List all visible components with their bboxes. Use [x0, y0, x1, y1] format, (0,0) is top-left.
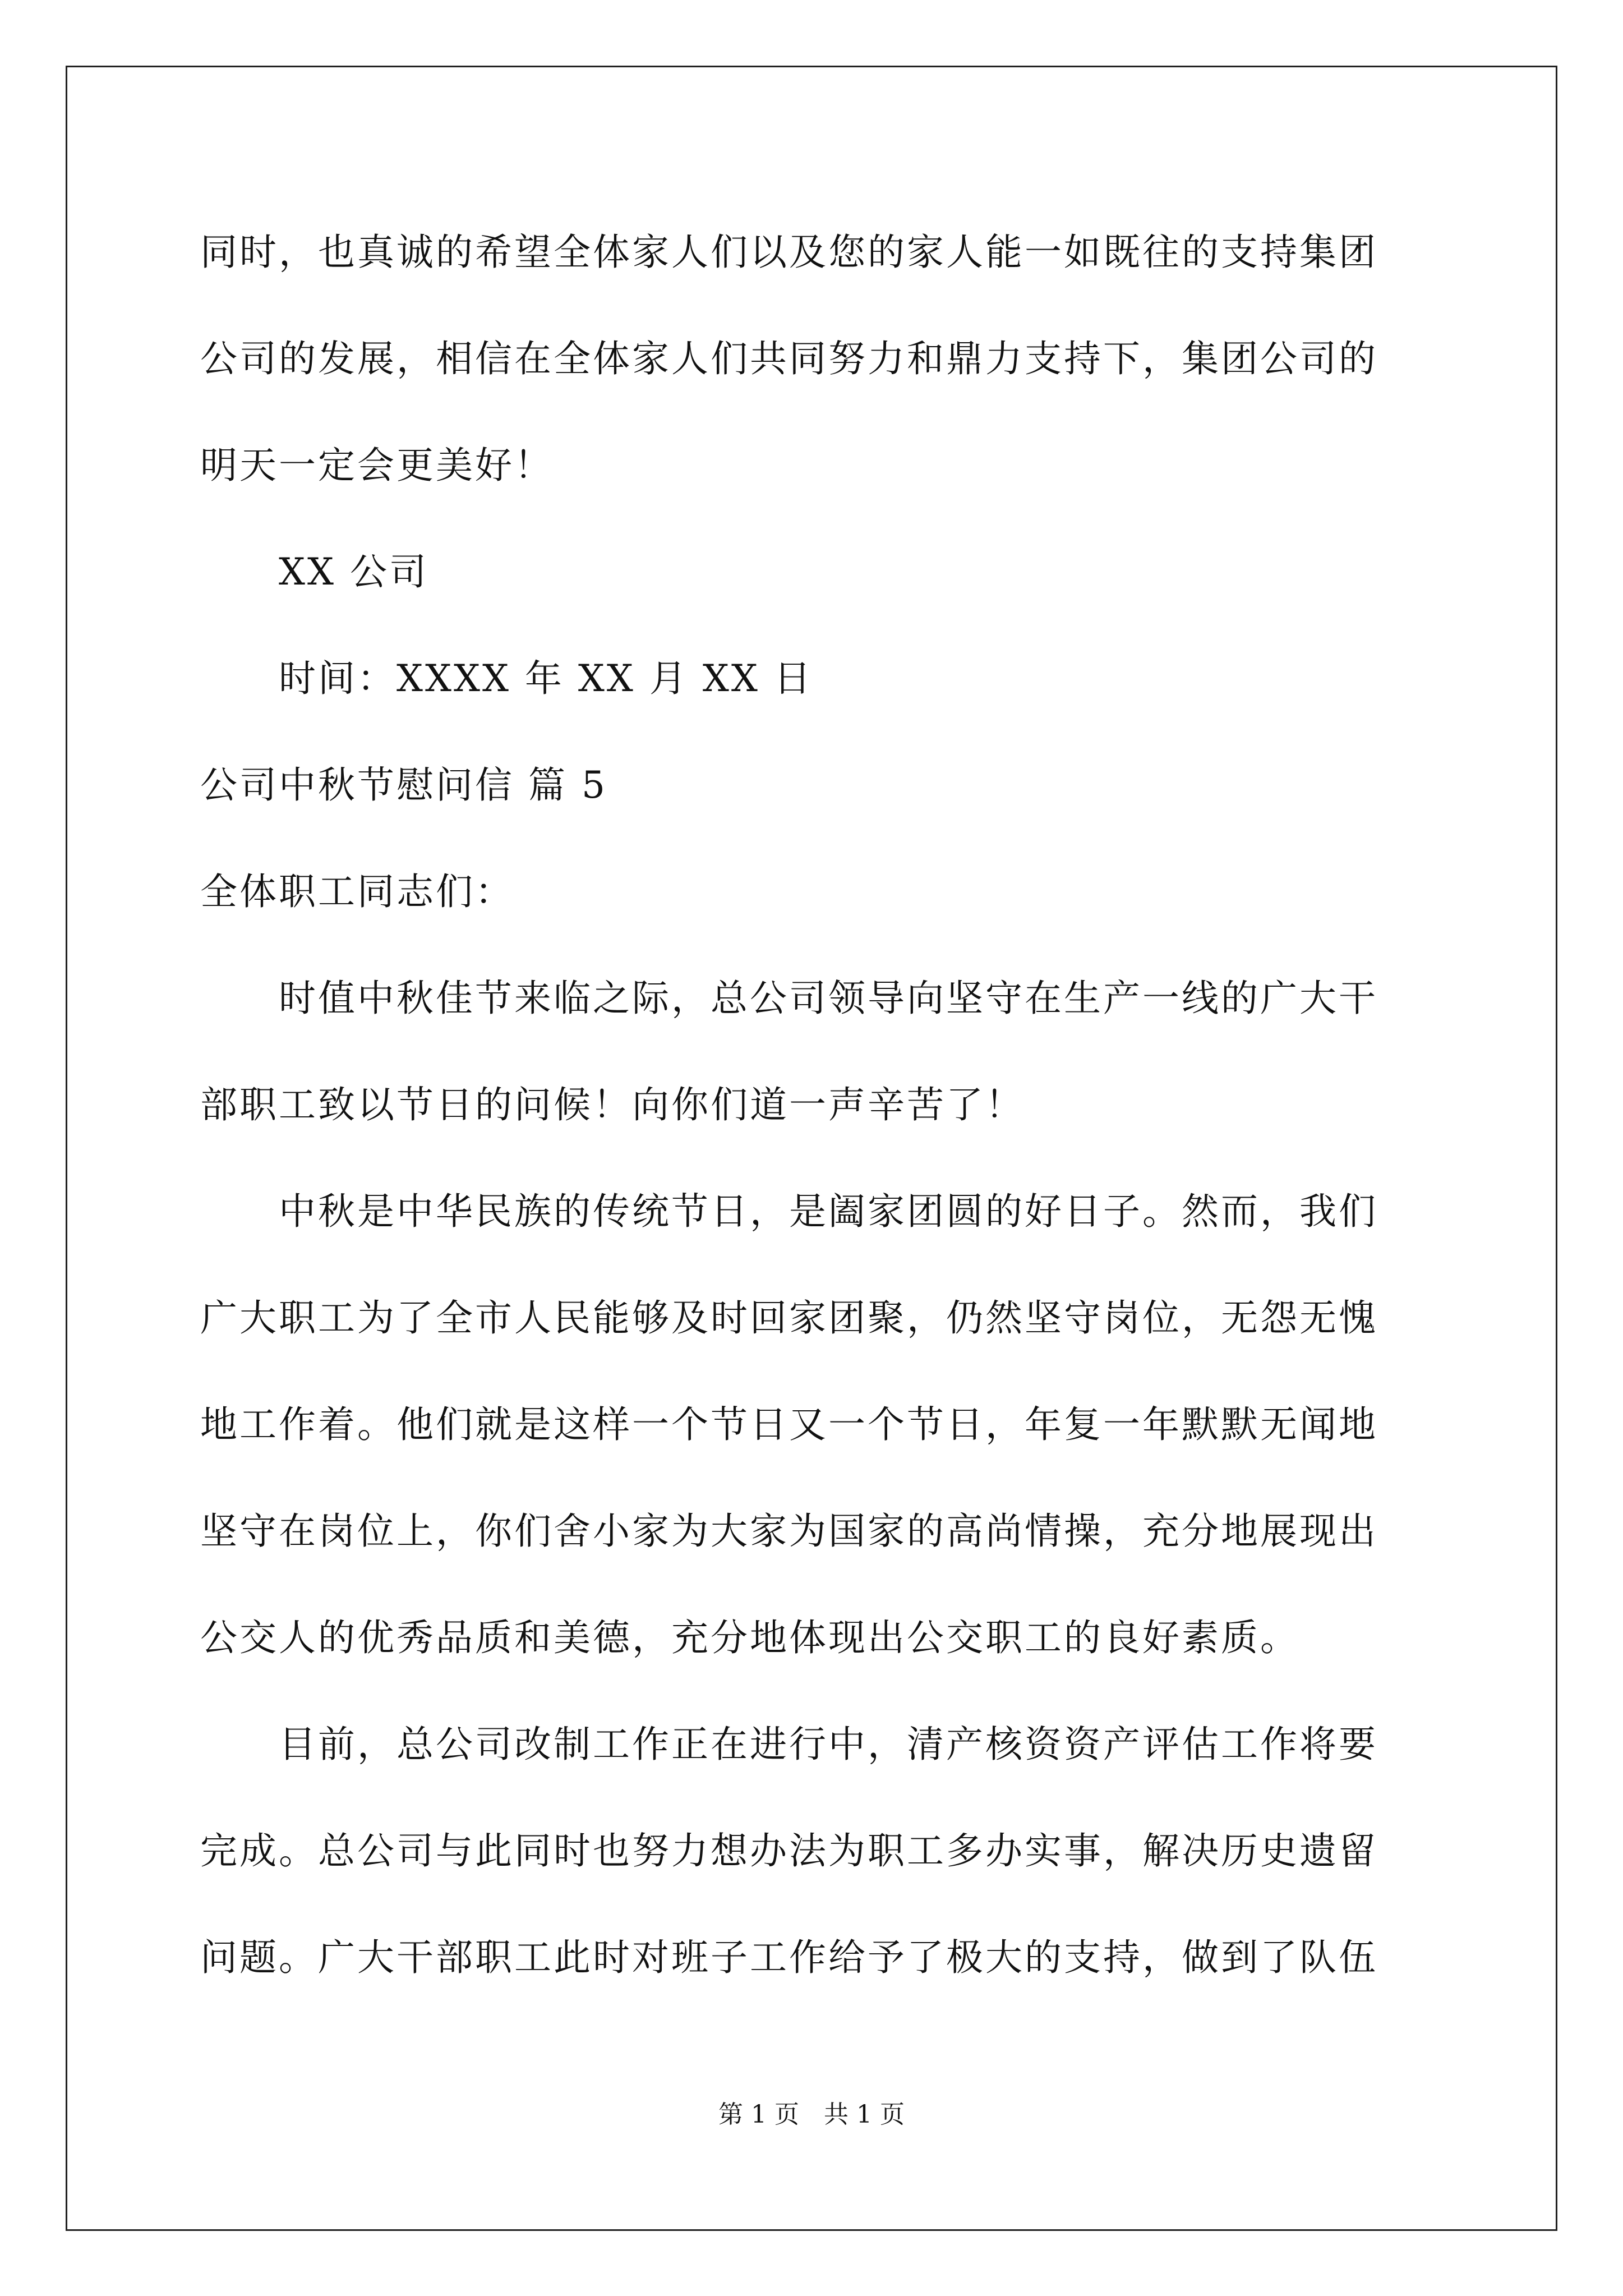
body-line: 明天一定会更美好！	[200, 444, 554, 487]
signature-date: 时间：XXXX 年 XX 月 XX 日	[279, 657, 813, 700]
body-line: 地工作着。他们就是这样一个节日又一个节日，年复一年默默无闻地	[200, 1403, 1378, 1446]
document-body	[200, 199, 1428, 2011]
body-line: 公交人的优秀品质和美德，充分地体现出公交职工的良好素质。	[200, 1616, 1299, 1659]
body-line: 坚守在岗位上，你们舍小家为大家为国家的高尚情操，充分地展现出	[200, 1510, 1378, 1553]
body-line: 同时，也真诚的希望全体家人们以及您的家人能一如既往的支持集团	[200, 231, 1378, 274]
body-line: 中秋是中华民族的传统节日，是阖家团圆的好日子。然而，我们	[279, 1190, 1378, 1233]
section-title: 公司中秋节慰问信 篇 5	[200, 763, 607, 807]
body-line: 时值中秋佳节来临之际，总公司领导向坚守在生产一线的广大干	[279, 977, 1378, 1020]
body-line: 公司的发展，相信在全体家人们共同努力和鼎力支持下，集团公司的	[200, 337, 1378, 380]
body-line: 部职工致以节日的问候！向你们道一声辛苦了！	[200, 1083, 1025, 1126]
body-line: 目前，总公司改制工作正在进行中，清产核资资产评估工作将要	[279, 1723, 1378, 1766]
body-line: 完成。总公司与此同时也努力想办法为职工多办实事，解决历史遗留	[200, 1829, 1378, 1872]
signature-company: XX 公司	[279, 550, 428, 593]
body-line: 问题。广大干部职工此时对班子工作给予了极大的支持，做到了队伍	[200, 1936, 1378, 1979]
page-footer: 第 1 页 共 1 页	[718, 2100, 905, 2129]
salutation: 全体职工同志们：	[200, 870, 514, 913]
body-line: 广大职工为了全市人民能够及时回家团聚，仍然坚守岗位，无怨无愧	[200, 1296, 1378, 1340]
